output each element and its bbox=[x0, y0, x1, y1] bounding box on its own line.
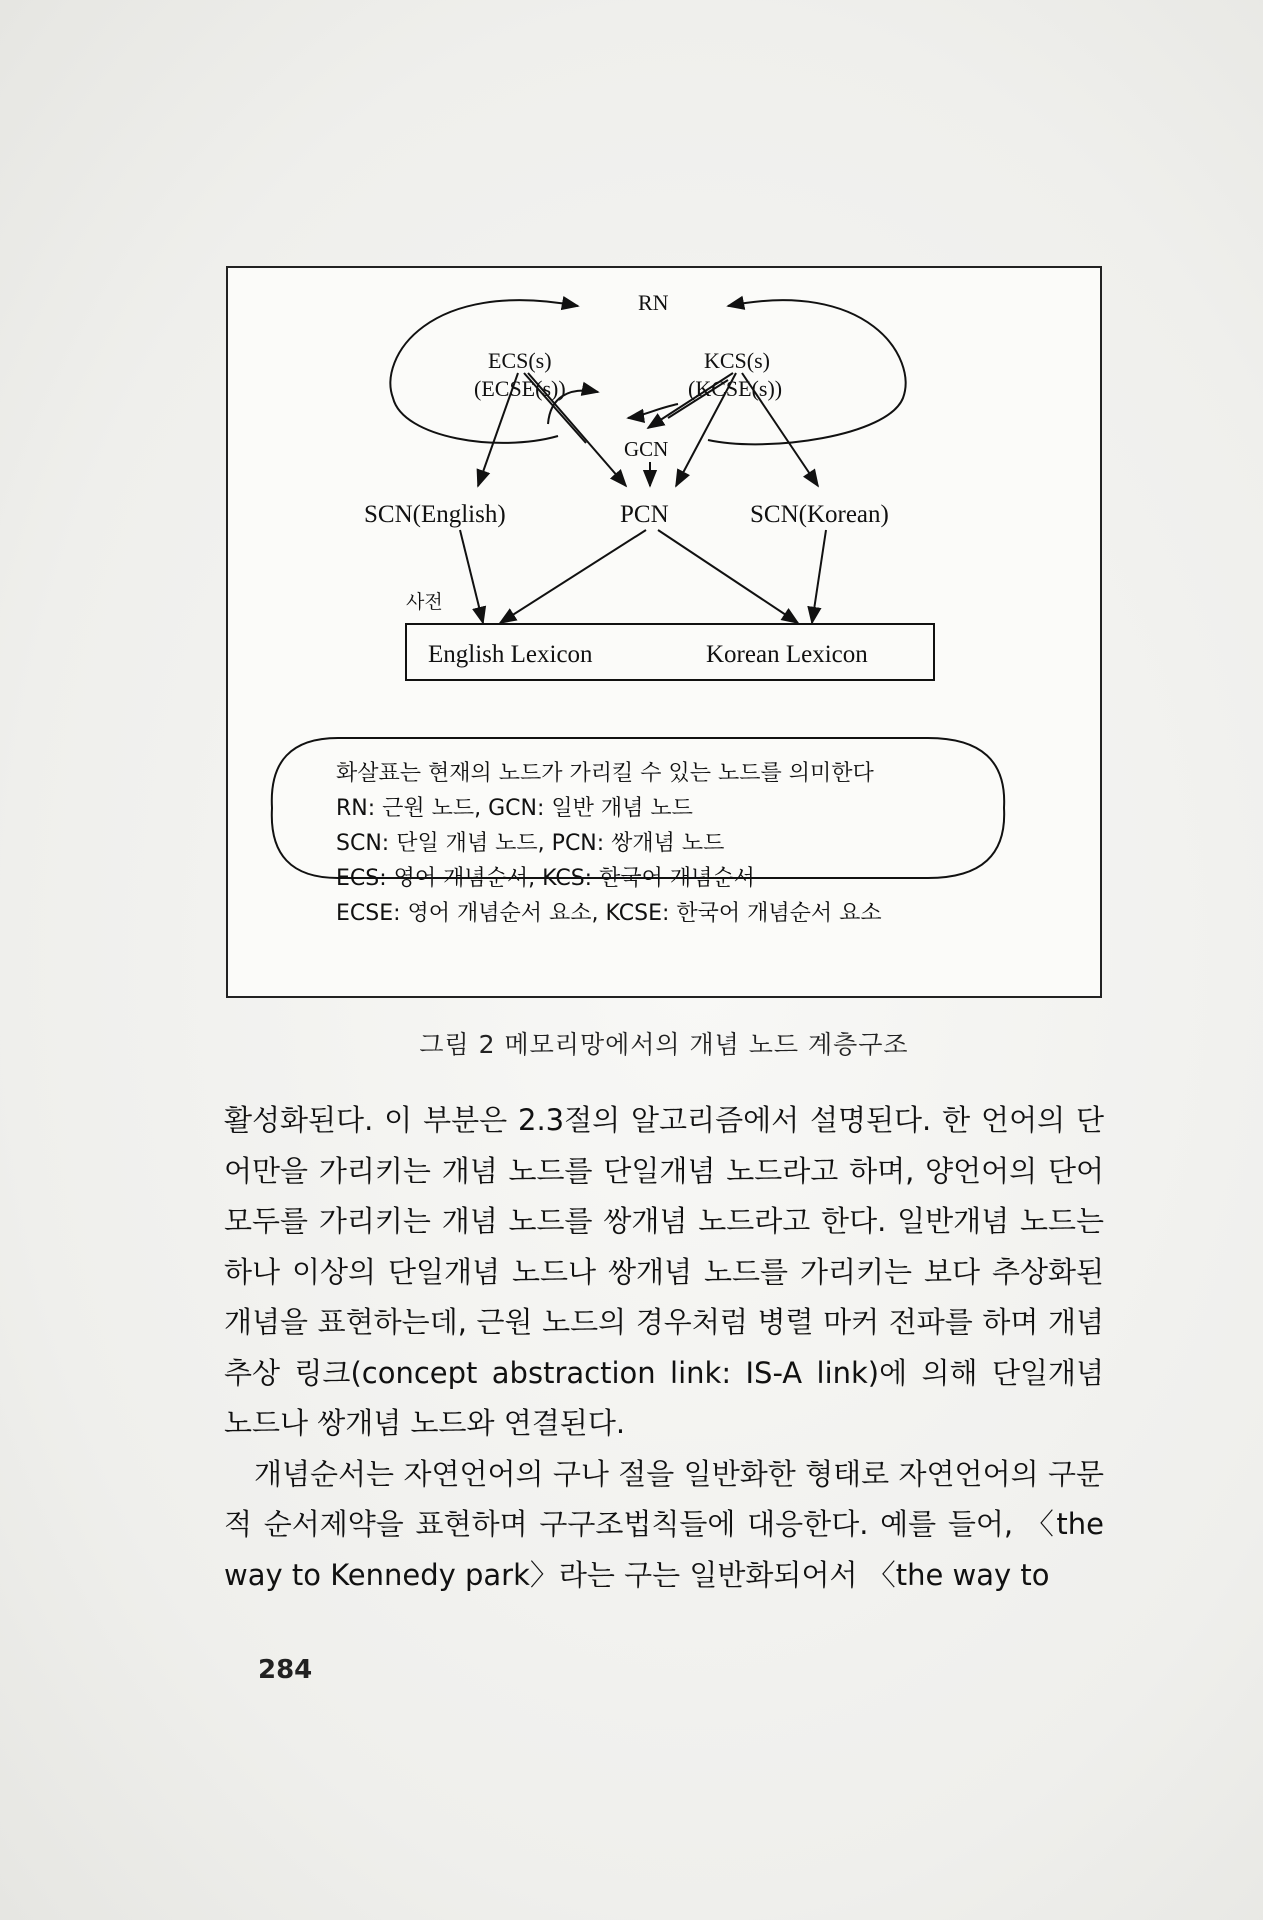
node-scn-korean: SCN(Korean) bbox=[750, 501, 889, 528]
node-english-lexicon: English Lexicon bbox=[428, 641, 593, 668]
body-text bbox=[224, 1095, 1104, 1600]
edge-pcn-korean-lexicon bbox=[658, 530, 798, 623]
node-kcse: (KCSE(s)) bbox=[688, 376, 783, 401]
node-korean-lexicon: Korean Lexicon bbox=[706, 641, 868, 668]
paragraph-1: 활성화된다. 이 부분은 2.3절의 알고리즘에서 설명된다. 한 언어의 단어만을 가리키는 개념 노드를 단일개념 노드라고 하며, 양언어의 단어 모두를 가리키는 개념 노드를 쌍개념 노드라고 한다. 일반개념 노드는 하나 이상의 단일개념 노드나 쌍개념 노드를 가리키는 보다 추상화된 개념을 표현하는데, 근원 노드의 경우처럼 병렬 마커 전파를 하며 개념추상 링크(concept abstraction link: IS-A link)에 의해 단일개념 노드나 쌍개념 노드와 연결된다. bbox=[224, 1103, 1104, 1440]
legend-line-2: RN: 근원 노드, GCN: 일반 개념 노드 bbox=[336, 796, 693, 821]
legend-line-4: ECS: 영어 개념순서, KCS: 한국어 개념순서 bbox=[336, 866, 755, 891]
node-rn: RN bbox=[638, 290, 669, 315]
edge-pcn-english-lexicon bbox=[500, 530, 646, 623]
concept-hierarchy-diagram bbox=[228, 268, 1100, 996]
node-pcn: PCN bbox=[620, 501, 669, 528]
paragraph-2: 개념순서는 자연언어의 구나 절을 일반화한 형태로 자연언어의 구문적 순서제약을 표현하며 구구조법칙들에 대응한다. 예를 들어, 〈the way to Kennedy park〉라는 구는 일반화되어서 〈the way to bbox=[224, 1456, 1104, 1592]
node-ecs: ECS(s) bbox=[488, 348, 552, 373]
legend-line-5: ECSE: 영어 개념순서 요소, KCSE: 한국어 개념순서 요소 bbox=[336, 901, 882, 926]
figure-caption: 그림 2 메모리망에서의 개념 노드 계층구조 bbox=[419, 1030, 909, 1059]
node-scn-english: SCN(English) bbox=[364, 501, 506, 528]
node-kcs: KCS(s) bbox=[704, 348, 771, 373]
edge-scn-korean-lexicon bbox=[812, 530, 826, 623]
figure-frame bbox=[226, 266, 1102, 998]
dictionary-label: 사전 bbox=[406, 591, 443, 613]
legend-line-3: SCN: 단일 개념 노드, PCN: 쌍개념 노드 bbox=[336, 831, 725, 856]
node-gcn: GCN bbox=[624, 437, 669, 461]
edge-scn-english-lexicon bbox=[460, 530, 483, 623]
page-number: 284 bbox=[258, 1655, 313, 1685]
legend-line-1: 화살표는 현재의 노드가 가리킬 수 있는 노드를 의미한다 bbox=[336, 761, 874, 786]
node-ecse: (ECSE(s)) bbox=[474, 376, 566, 401]
